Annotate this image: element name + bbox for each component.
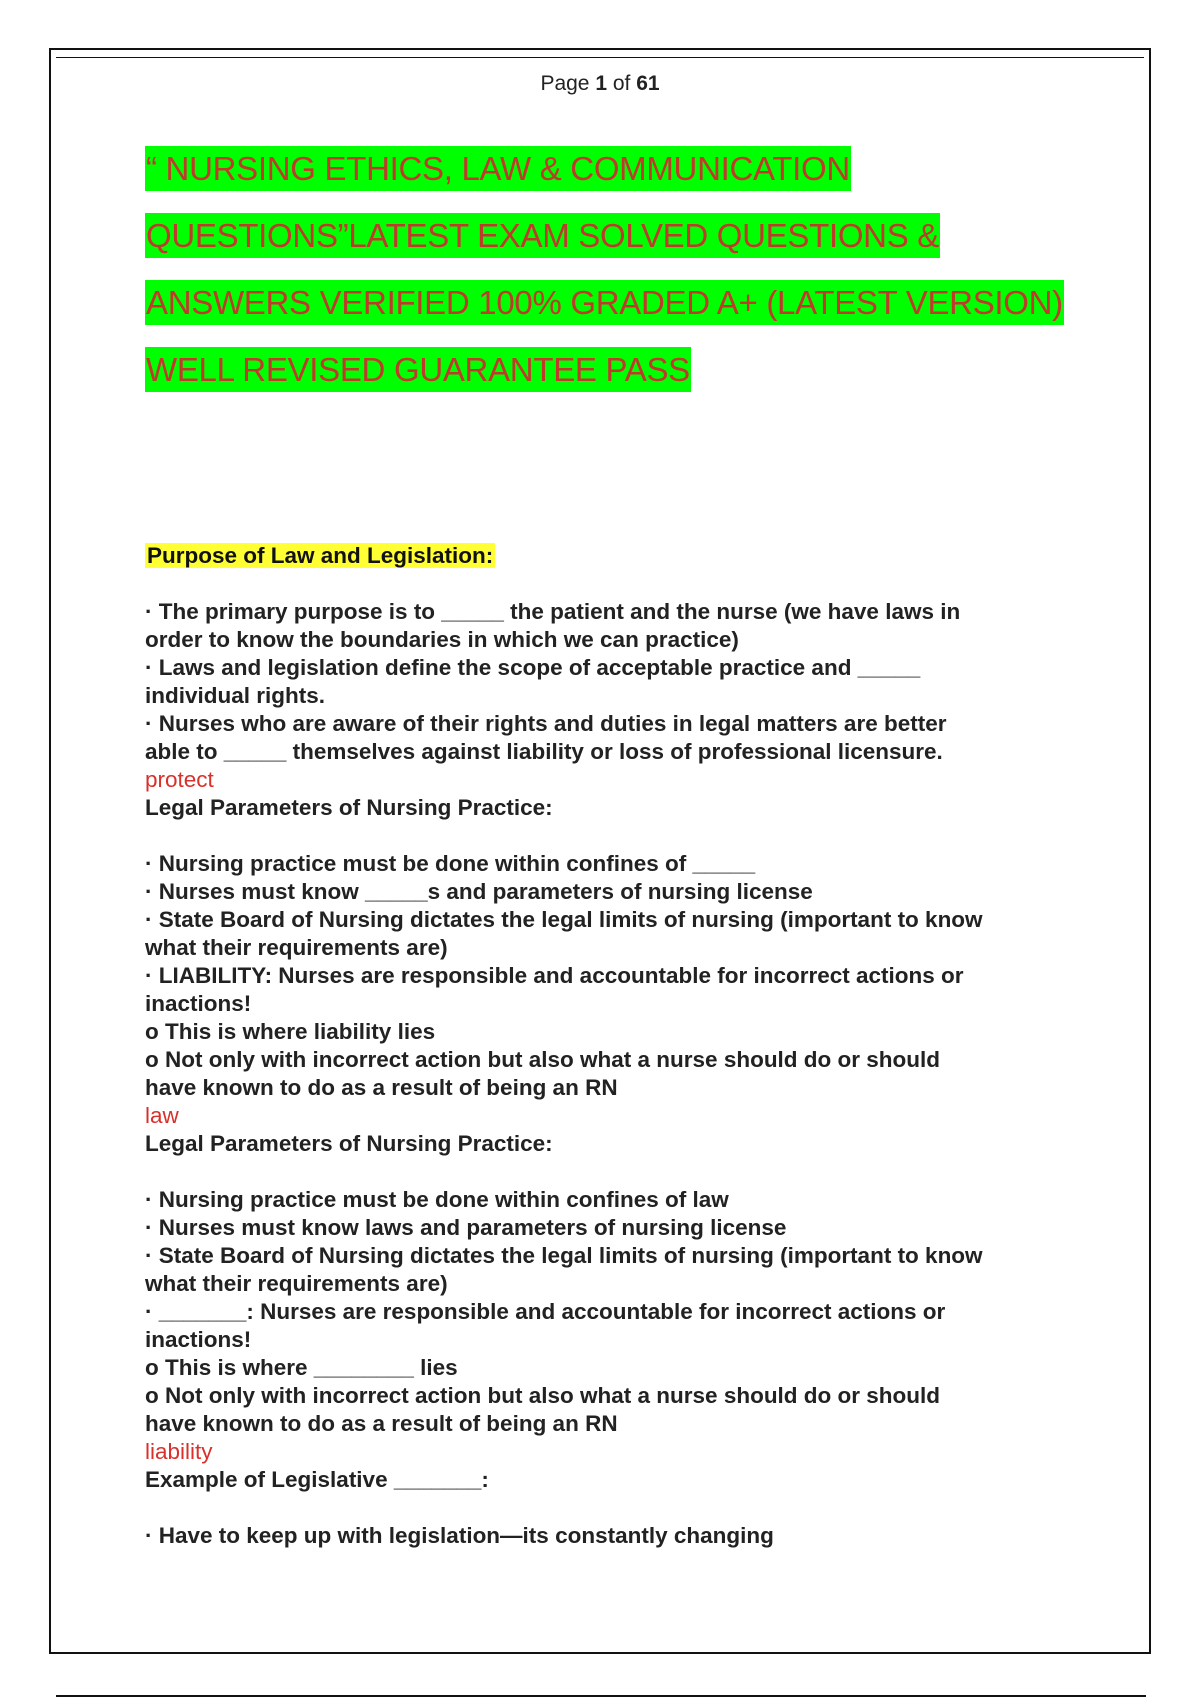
text-line: · State Board of Nursing dictates the legal limits of nursing (important to know: [145, 907, 983, 932]
text-line: o This is where liability lies: [145, 1019, 436, 1044]
text-line: · Nursing practice must be done within confines of _____: [145, 851, 756, 876]
text-line: order to know the boundaries in which we can practice): [145, 627, 739, 652]
section-heading: Example of Legislative _______:: [145, 1467, 489, 1492]
document-body: [145, 542, 1080, 1550]
section-heading: Legal Parameters of Nursing Practice:: [145, 795, 553, 820]
section-legal-parameters-1: [145, 794, 1080, 1130]
section-legal-parameters-2: [145, 1130, 1080, 1466]
title-line: ANSWERS VERIFIED 100% GRADED A+ (LATEST VERSION): [145, 280, 1085, 347]
text-line: have known to do as a result of being an RN: [145, 1075, 618, 1100]
text-line: · The primary purpose is to _____ the patient and the nurse (we have laws in: [145, 599, 961, 624]
text-line: · _______: Nurses are responsible and accountable for incorrect actions or: [145, 1299, 946, 1324]
answer-text: liability: [145, 1439, 213, 1464]
section-heading: Purpose of Law and Legislation:: [147, 543, 494, 568]
answer-text: protect: [145, 767, 214, 792]
text-line: · Nurses must know laws and parameters of nursing license: [145, 1215, 787, 1240]
text-line: · Have to keep up with legislation—its constantly changing: [145, 1523, 774, 1548]
text-line: · State Board of Nursing dictates the legal limits of nursing (important to know: [145, 1243, 983, 1268]
document-title: [145, 146, 1085, 414]
title-line: WELL REVISED GUARANTEE PASS: [145, 347, 1085, 414]
section-purpose-of-law: [145, 542, 1080, 794]
text-line: able to _____ themselves against liability or loss of professional licensure.: [145, 739, 943, 764]
text-line: have known to do as a result of being an RN: [145, 1411, 618, 1436]
answer-text: law: [145, 1103, 179, 1128]
title-line: “ NURSING ETHICS, LAW & COMMUNICATION: [145, 146, 1085, 213]
text-line: what their requirements are): [145, 1271, 448, 1296]
text-line: · Nurses must know _____s and parameters of nursing license: [145, 879, 813, 904]
text-line: inactions!: [145, 991, 252, 1016]
text-line: what their requirements are): [145, 935, 448, 960]
text-line: · Nursing practice must be done within confines of law: [145, 1187, 729, 1212]
page-number: Page 1 of 61: [540, 72, 660, 95]
text-line: · Nurses who are aware of their rights and duties in legal matters are better: [145, 711, 947, 736]
title-line: QUESTIONS”LATEST EXAM SOLVED QUESTIONS &: [145, 213, 1085, 280]
text-line: · Laws and legislation define the scope of acceptable practice and _____: [145, 655, 921, 680]
text-line: inactions!: [145, 1327, 252, 1352]
text-line: individual rights.: [145, 683, 326, 708]
section-legislative-example: [145, 1466, 1080, 1550]
bottom-rule: [56, 1695, 1146, 1697]
text-line: o This is where ________ lies: [145, 1355, 458, 1380]
section-heading: Legal Parameters of Nursing Practice:: [145, 1131, 553, 1156]
text-line: · LIABILITY: Nurses are responsible and accountable for incorrect actions or: [145, 963, 964, 988]
text-line: o Not only with incorrect action but also what a nurse should do or should: [145, 1047, 941, 1072]
top-rule: [56, 57, 1144, 58]
text-line: o Not only with incorrect action but also what a nurse should do or should: [145, 1383, 941, 1408]
